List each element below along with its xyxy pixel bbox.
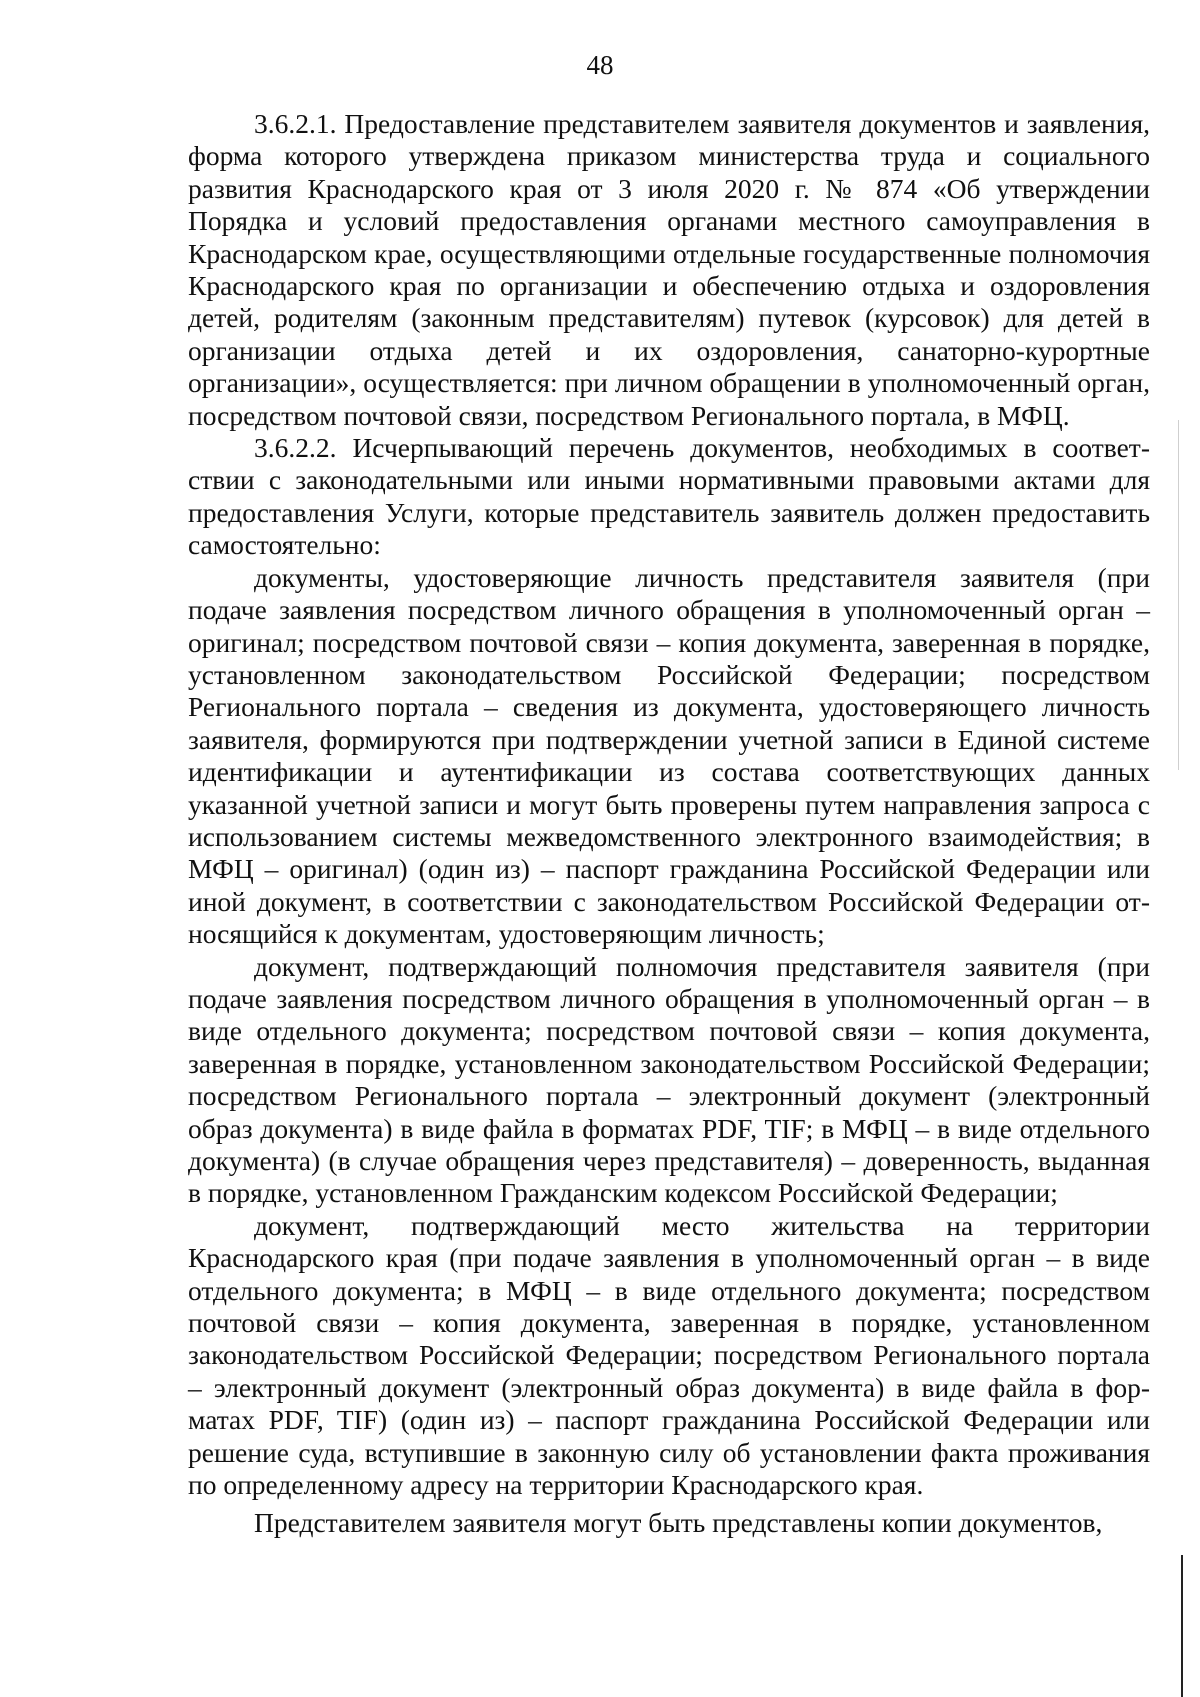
scan-edge-mark [1181,1555,1183,1697]
document-body [188,108,1150,1540]
paragraph-copies: Представителем заявителя могут быть представлены копии документов, [254,1507,1103,1539]
paragraph-identity-documents: документы, удостоверяющие личность представителя заявителя (при подаче заявления посредством личного обращения в уполномоченный орган – оригинал; посредством почтовой связи – копия документа, заверенная в порядке, установленном законодательством Российской Федерации; посредством Регионального портала – сведения из документа, удостоверяющего личность заявителя, формируются при подтверждении учетной записи в Единой системе идентификации и аутентификации из состава соответствующих данных указанной учетной записи и могут быть проверены путем направления запроса с использованием системы межведомственного электронного взаимодействия; в МФЦ – оригинал) (один из) – паспорт гражданина Российской Федерации или иной документ, в соответствии с законодательством Российской Федерации относящийся к документам, удостоверяющим личность; [188,561,1150,950]
paragraph-authority-document: документ, подтверждающий полномочия представителя заявителя (при подаче заявления посредством личного обращения в уполномоченный орган – в виде отдельного документа; посредством почтовой связи – копия документа, заверенная в порядке, установленном законодательством Российской Федерации; посредством Регионального портала – электронный документ (электронный образ документа) в виде файла в форматах PDF, TIF; в МФЦ – в виде отдельного документа) (в случае обращения через представителя) – доверенность, выданная в порядке, установленном Гражданским кодексом Российской Федерации; [188,950,1150,1209]
scan-edge-mark-faint [1178,420,1179,770]
paragraph-3-6-2-2: 3.6.2.2. Исчерпывающий перечень документов, необходимых в соответствии с законодательными или иными нормативными правовыми актами для предоставления Услуги, которые представитель заявитель должен предоставить самостоятельно: [188,432,1150,561]
paragraph-residence-document: документ, подтверждающий место жительства на территории Краснодарского края (при подаче заявления в уполномоченный орган – в виде отдельного документа; в МФЦ – в виде отдельного документа; посредством почтовой связи – копия документа, заверенная в порядке, установленном законодательством Российской Федерации; посредством Регионального портала – электронный документ (электронный образ документа) в виде файла в форматах PDF, TIF) (один из) – паспорт гражданина Российской Федерации или решение суда, вступившие в законную силу об установлении факта проживания по определенному адресу на территории Краснодарского края. [188,1209,1150,1501]
page-number: 48 [586,50,614,80]
paragraph-3-6-2-1: 3.6.2.1. Предоставление представителем заявителя документов и заявления, форма которого утверждена приказом министерства труда и социального развития Краснодарского края от 3 июля 2020 г. № 874 «Об утверждении Порядка и условий предоставления органами местного самоуправления в Краснодарском крае, осуществляющими отдельные государственные полномочия Краснодарского края по организации и обеспечению отдыха и оздоровления детей, родителям (законным представителям) путевок (курсовок) для детей в организации отдыха детей и их оздоровления, санаторно-курортные организации», осуществляется: при личном обращении в уполномоченный орган, посредством почтовой связи, посредством Регионального портала, в МФЦ. [188,108,1150,431]
